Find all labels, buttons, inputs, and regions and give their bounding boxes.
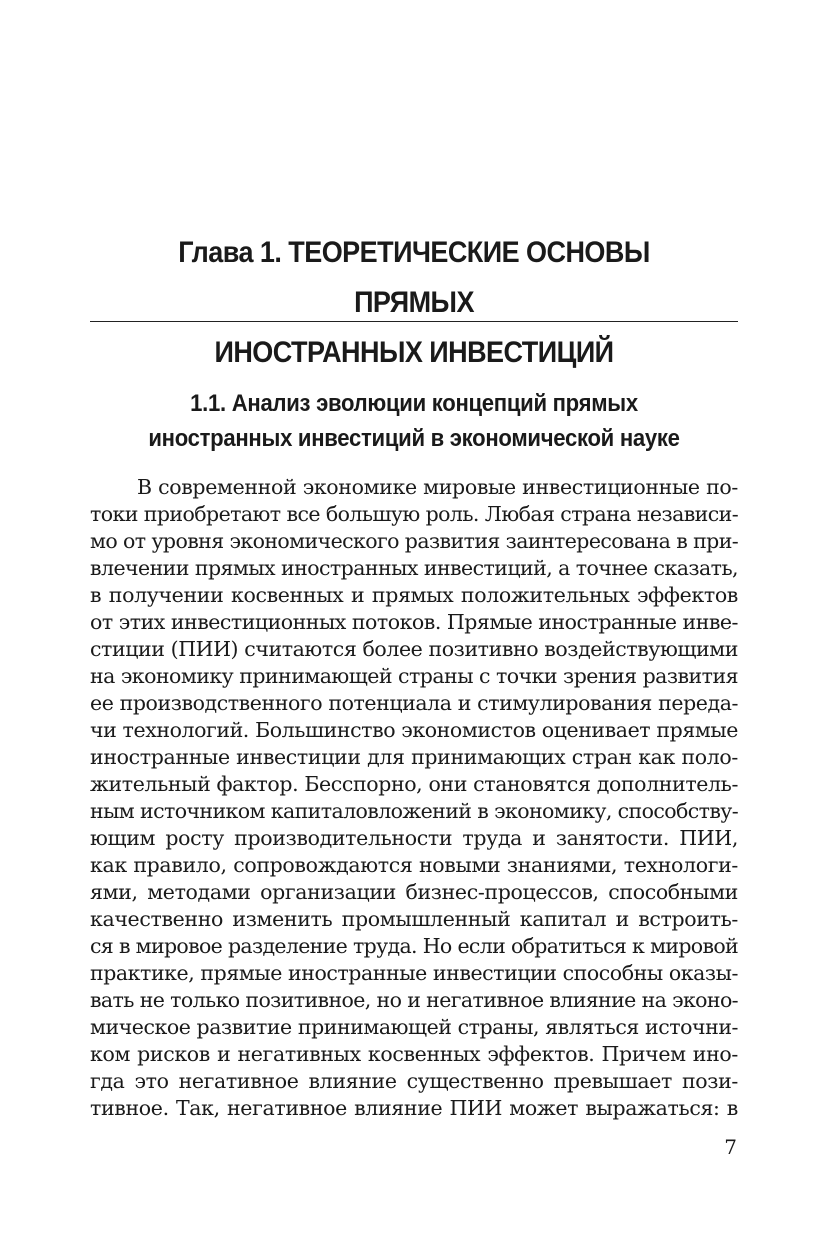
chapter-title-line: ИНОСТРАННЫХ ИНВЕСТИЦИЙ bbox=[214, 336, 614, 369]
section-title bbox=[116, 386, 712, 456]
paragraph-line: ями, методами организации бизнес-процессов, способными bbox=[90, 880, 738, 904]
paragraph-line: мическое развитие принимающей страны, являться источни- bbox=[90, 1015, 738, 1039]
section-title-line: иностранных инвестиций в экономической науке bbox=[148, 425, 680, 452]
paragraph-line: В современной экономике мировые инвестиционные по- bbox=[137, 475, 738, 499]
paragraph-line: ком рисков и негативных косвенных эффектов. Причем ино- bbox=[90, 1042, 738, 1066]
paragraph-line: на экономику принимающей страны с точки зрения развития bbox=[90, 664, 738, 688]
paragraph-line: ным источником капиталовложений в экономику, способству- bbox=[90, 799, 739, 823]
paragraph-line: иностранные инвестиции для принимающих стран как поло- bbox=[90, 745, 738, 769]
paragraph-line: от этих инвестиционных потоков. Прямые иностранные инве- bbox=[90, 610, 738, 634]
chapter-title-line: Глава 1. ТЕОРЕТИЧЕСКИЕ ОСНОВЫ ПРЯМЫХ bbox=[178, 236, 650, 319]
paragraph-line: токи приобретают все большую роль. Любая страна независи- bbox=[90, 502, 739, 526]
body-paragraph bbox=[90, 474, 738, 1122]
paragraph-line: ющим росту производительности труда и занятости. ПИИ, bbox=[90, 826, 738, 850]
paragraph-line: качественно изменить промышленный капитал и встроить- bbox=[90, 907, 738, 931]
section-title-line: 1.1. Анализ эволюции концепций прямых bbox=[190, 390, 638, 417]
page-number: 7 bbox=[724, 1135, 737, 1159]
paragraph-line: мо от уровня экономического развития заинтересована в при- bbox=[90, 529, 739, 553]
chapter-title bbox=[122, 228, 705, 378]
paragraph-line: стиции (ПИИ) считаются более позитивно воздействующими bbox=[90, 637, 738, 661]
paragraph-line: чи технологий. Большинство экономистов оценивает прямые bbox=[90, 718, 738, 742]
paragraph-line: как правило, сопровождаются новыми знаниями, технологи- bbox=[90, 853, 738, 877]
paragraph-line: ее производственного потенциала и стимулирования переда- bbox=[90, 691, 738, 715]
paragraph-line: влечении прямых иностранных инвестиций, а точнее сказать, bbox=[90, 556, 738, 580]
paragraph-line: ся в мировое разделение труда. Но если обратиться к мировой bbox=[90, 934, 738, 958]
paragraph-line: практике, прямые иностранные инвестиции способны оказы- bbox=[90, 961, 738, 985]
paragraph-line: жительный фактор. Бесспорно, они становятся дополнитель- bbox=[90, 772, 738, 796]
paragraph-line: в получении косвенных и прямых положительных эффектов bbox=[90, 583, 738, 607]
chapter-divider bbox=[90, 321, 738, 322]
paragraph-line: гда это негативное влияние существенно превышает пози- bbox=[90, 1069, 738, 1093]
paragraph-line: вать не только позитивное, но и негативное влияние на эконо- bbox=[90, 988, 738, 1012]
paragraph-line: тивное. Так, негативное влияние ПИИ может выражаться: в bbox=[90, 1096, 738, 1120]
